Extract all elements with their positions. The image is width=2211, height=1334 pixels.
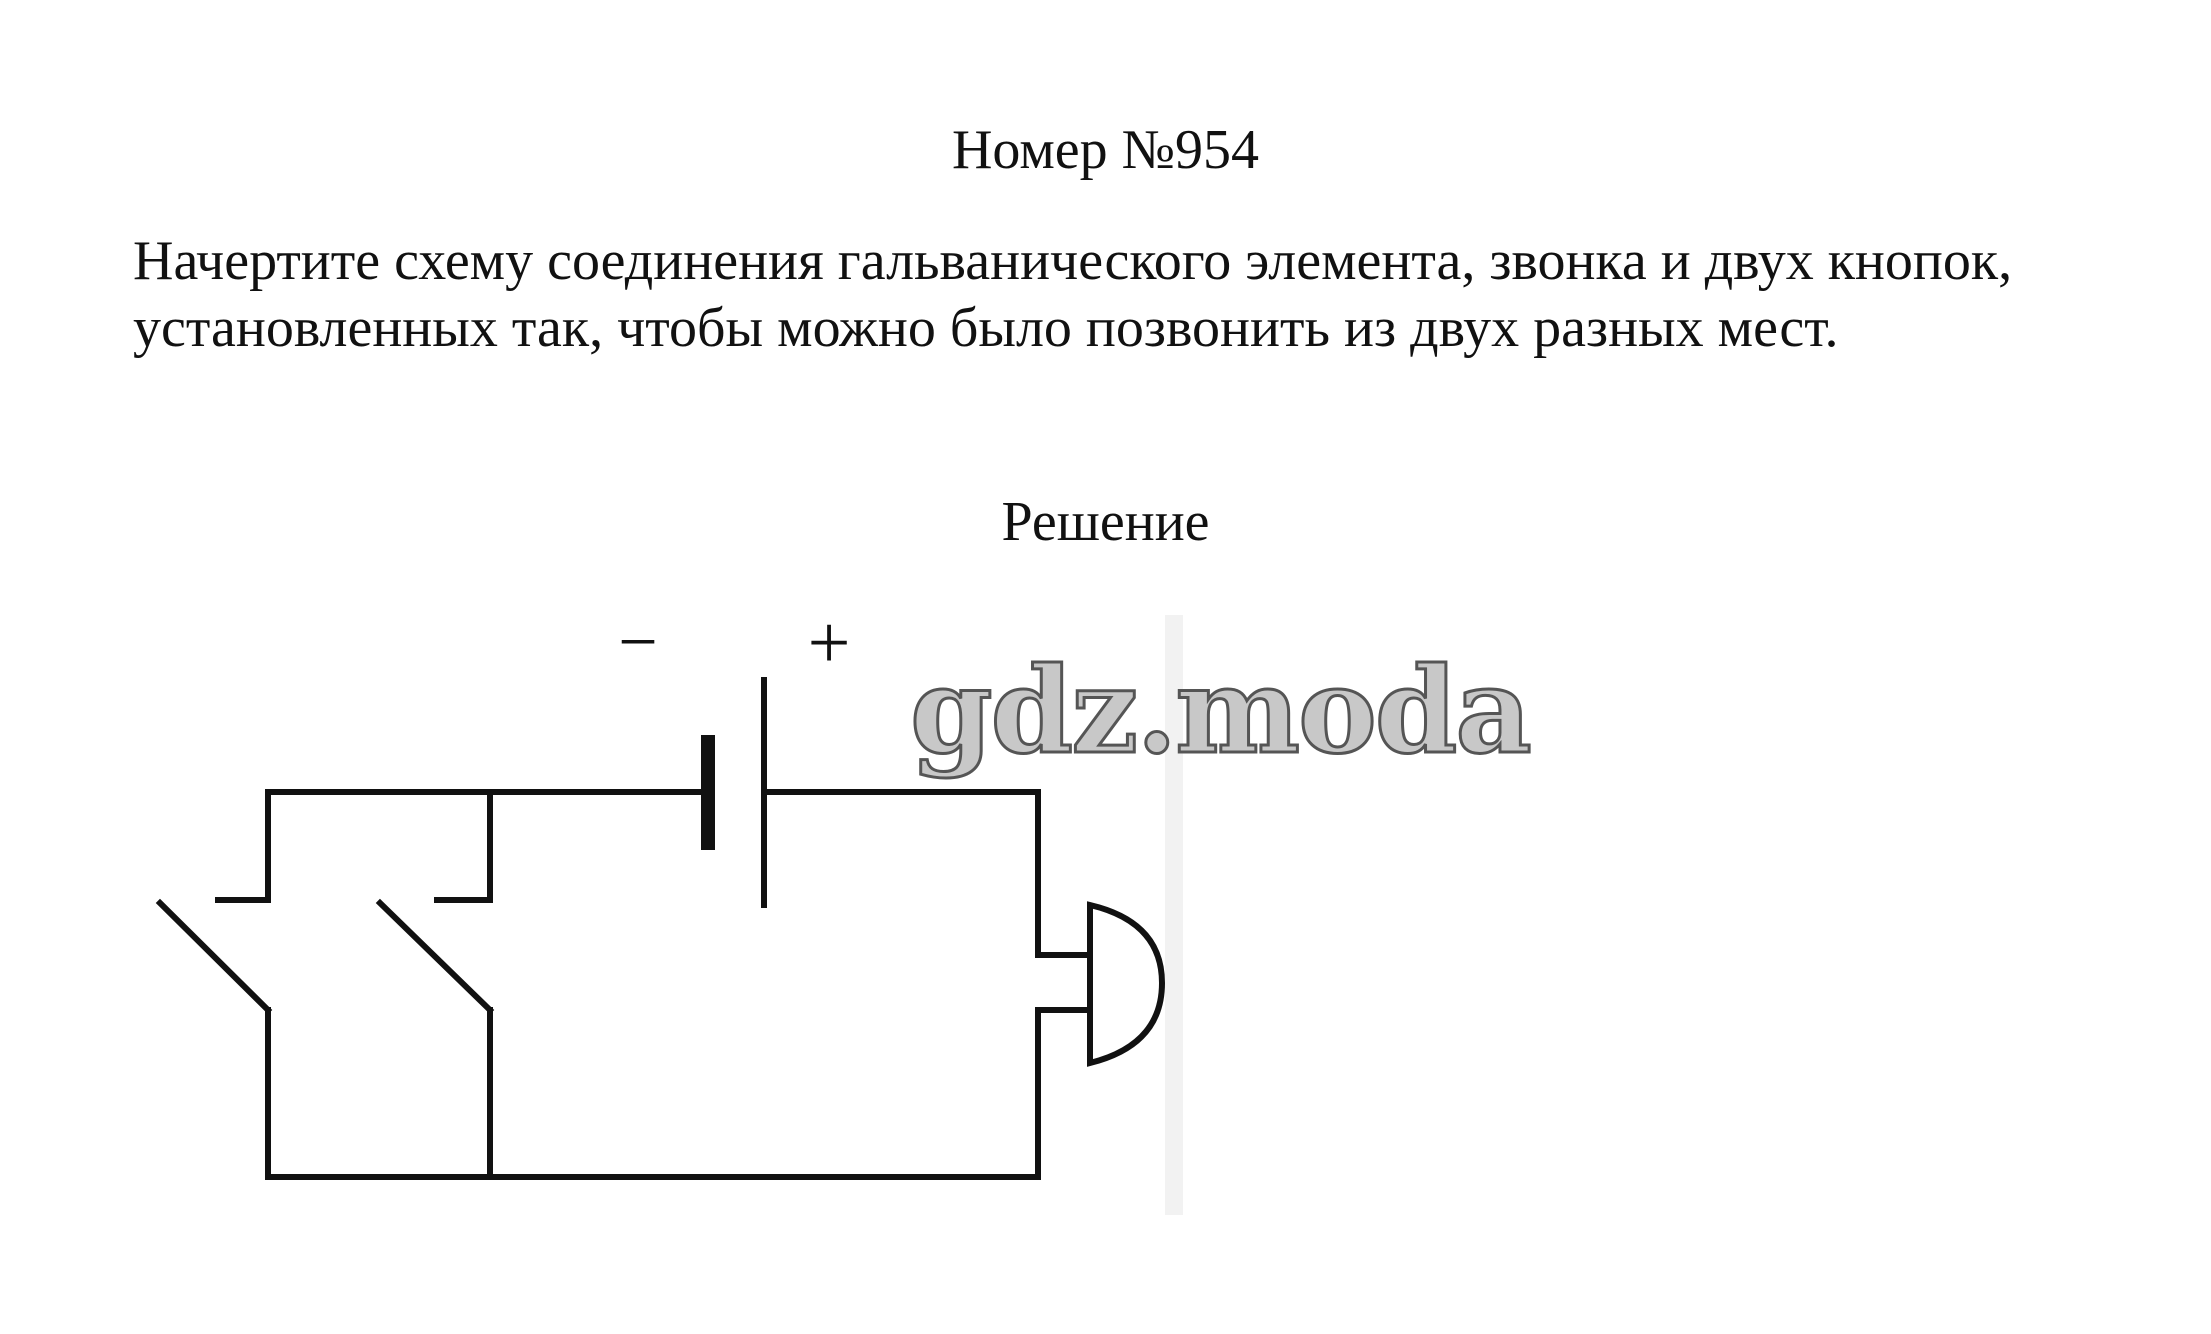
battery-minus-label: − (618, 604, 658, 681)
page-title: Номер №954 (951, 119, 1260, 181)
switch-1-lever (160, 903, 268, 1010)
bell-icon (1090, 905, 1162, 1063)
watermark: gdz.moda (910, 641, 1530, 780)
battery-plus-label: + (807, 601, 851, 685)
solution-heading: Решение (1001, 491, 1210, 553)
switch-2-lever (380, 903, 490, 1010)
problem-text: Начертите схему соединения гальванического элемента, звонка и двух кнопок, установленных так, чтобы можно было позвонить из двух разных мест. (133, 230, 2013, 359)
